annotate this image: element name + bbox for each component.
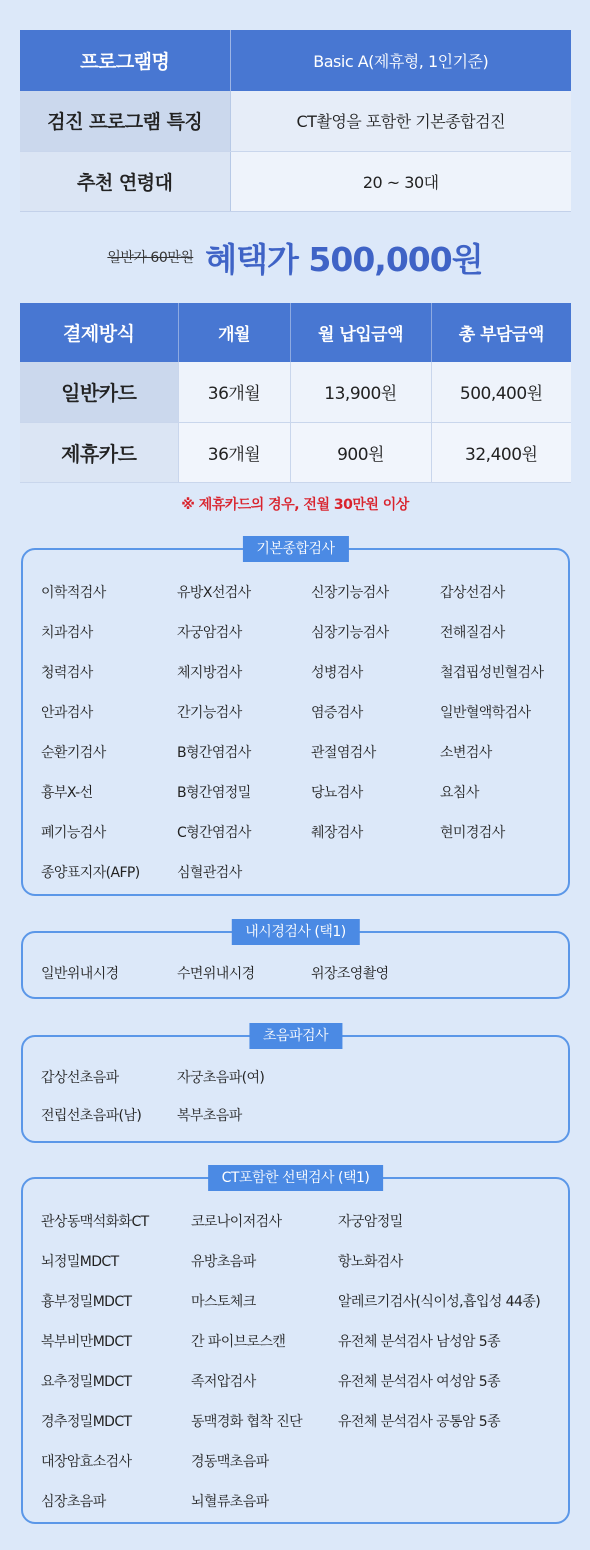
exam-item: 수면위내시경 (177, 966, 255, 982)
ultrasound-title: 초음파검사 (249, 1023, 342, 1049)
exam-item: 뇌혈류초음파 (191, 1494, 269, 1510)
exam-item: 심혈관검사 (177, 865, 242, 881)
payment-months: 36개월 (178, 362, 290, 422)
endoscopy-grid (41, 933, 568, 997)
exam-item: 흉부정밀MDCT (41, 1294, 132, 1310)
program-row (20, 151, 571, 211)
program-label: 추천 연령대 (20, 151, 230, 211)
exam-item: 염증검사 (311, 705, 363, 721)
exam-item: 순환기검사 (41, 745, 106, 761)
exam-item: 관절염검사 (311, 745, 376, 761)
exam-item: 복부비만MDCT (41, 1334, 132, 1350)
payment-header: 총 부담금액 (431, 303, 571, 362)
endoscopy-title: 내시경검사 (택1) (231, 919, 359, 945)
exam-item: 성병검사 (311, 665, 363, 681)
payment-total: 500,400원 (431, 362, 571, 422)
payment-header: 월 납입금액 (290, 303, 431, 362)
program-value: CT촬영을 포함한 기본종합검진 (230, 91, 571, 151)
payment-header: 개월 (178, 303, 290, 362)
payment-months: 36개월 (178, 422, 290, 482)
exam-item: 항노화검사 (338, 1254, 403, 1270)
exam-item: 췌장검사 (311, 825, 363, 841)
payment-table (20, 303, 571, 483)
exam-item: C형간염검사 (177, 825, 251, 841)
payment-total: 32,400원 (431, 422, 571, 482)
exam-item: 위장조영촬영 (311, 966, 389, 982)
exam-item: 동맥경화 협착 진단 (191, 1414, 303, 1430)
exam-item: 요침사 (440, 785, 479, 801)
exam-item: 일반혈액학검사 (440, 705, 531, 721)
exam-item: 심장기능검사 (311, 625, 389, 641)
exam-item: 뇌정밀MDCT (41, 1254, 119, 1270)
program-label: 프로그램명 (20, 30, 230, 91)
exam-item: 유방초음파 (191, 1254, 256, 1270)
payment-method: 일반카드 (20, 362, 178, 422)
exam-item: 경동맥초음파 (191, 1454, 269, 1470)
exam-item: 유방X선검사 (177, 585, 251, 601)
exam-item: 흉부X-선 (41, 785, 93, 801)
exam-item: 체지방검사 (177, 665, 242, 681)
basic-exam-grid (41, 550, 568, 894)
exam-item: 안과검사 (41, 705, 93, 721)
ct-exam-box (21, 1170, 570, 1524)
sale-price: 혜택가 500,000원 (205, 239, 483, 279)
exam-item: 유전체 분석검사 여성암 5종 (338, 1374, 501, 1390)
exam-item: 소변검사 (440, 745, 492, 761)
payment-header-row (20, 303, 571, 362)
payment-row (20, 362, 571, 422)
original-price: 일반가 60만원 (107, 250, 194, 266)
exam-item: 자궁암검사 (177, 625, 242, 641)
exam-item: 이학적검사 (41, 585, 106, 601)
exam-item: 전해질검사 (440, 625, 505, 641)
program-value: 20 ~ 30대 (230, 151, 571, 211)
ct-exam-grid (41, 1179, 568, 1522)
exam-item: 자궁초음파(여) (177, 1070, 265, 1086)
exam-item: 청력검사 (41, 665, 93, 681)
exam-item: 일반위내시경 (41, 966, 119, 982)
exam-item: 갑상선초음파 (41, 1070, 119, 1086)
exam-item: 관상동맥석화화CT (41, 1214, 149, 1230)
exam-item: 당뇨검사 (311, 785, 363, 801)
exam-item: 심장초음파 (41, 1494, 106, 1510)
exam-item: 요추정밀MDCT (41, 1374, 132, 1390)
payment-header: 결제방식 (20, 303, 178, 362)
exam-item: 유전체 분석검사 공통암 5종 (338, 1414, 501, 1430)
ultrasound-grid (41, 1037, 568, 1141)
exam-item: B형간염검사 (177, 745, 251, 761)
payment-monthly: 13,900원 (290, 362, 431, 422)
exam-item: 족저압검사 (191, 1374, 256, 1390)
ultrasound-box (21, 1028, 570, 1143)
exam-item: 대장암효소검사 (41, 1454, 132, 1470)
program-row (20, 91, 571, 151)
exam-item: 자궁암정밀 (338, 1214, 403, 1230)
payment-method: 제휴카드 (20, 422, 178, 482)
basic-exam-box (21, 541, 570, 896)
exam-item: 전립선초음파(남) (41, 1108, 142, 1124)
price-line (0, 232, 590, 282)
exam-item: B형간염정밀 (177, 785, 251, 801)
exam-item: 신장기능검사 (311, 585, 389, 601)
program-row (20, 30, 571, 91)
exam-item: 유전체 분석검사 남성암 5종 (338, 1334, 501, 1350)
program-value: Basic A(제휴형, 1인기준) (230, 30, 571, 91)
exam-item: 갑상선검사 (440, 585, 505, 601)
program-table (20, 30, 571, 212)
exam-item: 현미경검사 (440, 825, 505, 841)
exam-item: 치과검사 (41, 625, 93, 641)
exam-item: 마스토체크 (191, 1294, 256, 1310)
ct-exam-title: CT포함한 선택검사 (택1) (208, 1165, 384, 1191)
payment-monthly: 900원 (290, 422, 431, 482)
program-label: 검진 프로그램 특징 (20, 91, 230, 151)
exam-item: 알레르기검사(식이성,흡입성 44종) (338, 1294, 541, 1310)
basic-exam-title: 기본종합검사 (242, 536, 348, 562)
card-note: ※ 제휴카드의 경우, 전월 30만원 이상 (181, 497, 409, 513)
exam-item: 코로나이저검사 (191, 1214, 282, 1230)
exam-item: 폐기능검사 (41, 825, 106, 841)
exam-item: 복부초음파 (177, 1108, 242, 1124)
exam-item: 경추정밀MDCT (41, 1414, 132, 1430)
endoscopy-box (21, 924, 570, 999)
payment-row (20, 422, 571, 482)
exam-item: 철겹핍성빈혈검사 (440, 665, 544, 681)
exam-item: 종양표지자(AFP) (41, 865, 140, 881)
exam-item: 간 파이브로스캔 (191, 1334, 286, 1350)
exam-item: 간기능검사 (177, 705, 242, 721)
